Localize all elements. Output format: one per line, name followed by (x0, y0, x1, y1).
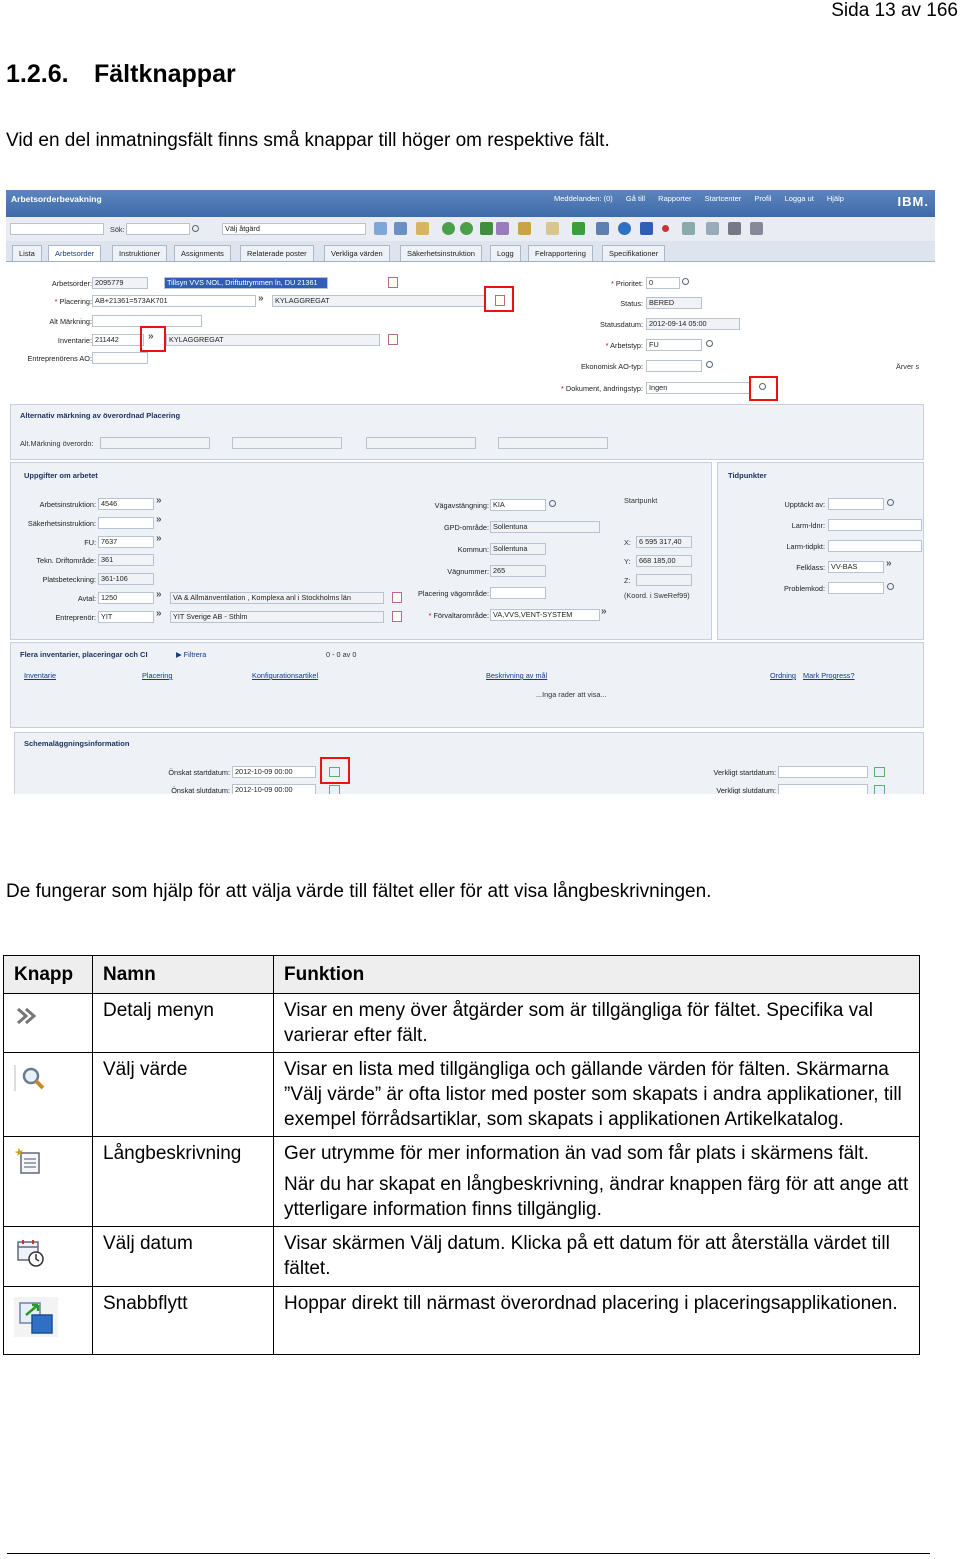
app-title: Arbetsorderbevakning (11, 194, 102, 204)
tidpunkter-title: Tidpunkter (728, 471, 767, 480)
route-icon[interactable] (518, 222, 531, 235)
field-arbetsinstruktion[interactable]: 4546 (98, 498, 154, 510)
long-description-icon (14, 1147, 44, 1177)
icon-cell (4, 1137, 93, 1227)
field-platsbeteckning[interactable]: 361-106 (98, 573, 154, 585)
tab-arbetsorder[interactable]: Arbetsorder (48, 245, 101, 261)
label-fu: FU: (84, 538, 96, 547)
alt-marking-title: Alternativ märkning av överordnad Placering (20, 411, 181, 420)
link-hjalp[interactable]: Hjälp (826, 194, 844, 203)
label-platsbeteckning: Platsbeteckning: (42, 575, 96, 584)
label-onskat-slut: Önskat slutdatum: (171, 786, 230, 794)
field-placering-desc[interactable]: KYLAGGREGAT (272, 295, 486, 307)
double-chevron-icon[interactable]: » (258, 293, 264, 304)
label-entreprenor: Entreprenör: (55, 613, 96, 622)
tab-sakerhetsinstruktion[interactable]: Säkerhetsinstruktion (400, 245, 482, 261)
label-onskat-start: Önskat startdatum: (168, 768, 230, 777)
label-dokument: * Dokument, ändringstyp: (561, 384, 643, 393)
field-status[interactable]: BERED (646, 297, 702, 309)
field-onskat-slut[interactable]: 2012-10-09 00:00 (232, 784, 316, 794)
save-icon[interactable] (394, 222, 407, 235)
label-placering: * Placering: (54, 297, 92, 306)
label-tekn-driftomrade: Tekn. Driftområde: (36, 556, 96, 565)
field-gpd-omrade[interactable]: Sollentuna (490, 521, 600, 533)
field-kommun[interactable]: Sollentuna (490, 543, 546, 555)
outro-paragraph: De fungerar som hjälp för att välja värde till fältet eller för att visa långbeskrivningen. (6, 881, 712, 902)
table-row (4, 1227, 920, 1287)
field-alt-overordn-4[interactable] (498, 437, 608, 449)
tab-verkliga-varden[interactable]: Verkliga värden (324, 245, 390, 261)
label-alt-markning-overordn: Alt.Märkning överordn: (20, 439, 94, 448)
field-alt-overordn-1[interactable] (100, 437, 210, 449)
calendar-icon[interactable] (874, 767, 885, 777)
button-reference-table (3, 955, 920, 1355)
magnifier-icon[interactable] (706, 340, 713, 347)
table-row (4, 1053, 920, 1137)
highlight-box (749, 376, 778, 401)
button-name: Välj värde (93, 1053, 274, 1137)
label-entreprenor-ao: Entreprenörens AO: (27, 354, 92, 363)
label-arbetsorder: Arbetsorder: (51, 279, 92, 288)
app-screenshot (6, 190, 935, 794)
field-fu[interactable]: 7637 (98, 536, 154, 548)
table-header-row (4, 956, 920, 994)
grid-icon[interactable] (596, 222, 609, 235)
field-entreprenor[interactable]: YIT (98, 611, 154, 623)
dot-icon[interactable] (662, 225, 669, 232)
query-select[interactable] (10, 223, 104, 235)
quick-move-icon (14, 1297, 58, 1337)
top-links (554, 194, 855, 203)
check-icon[interactable] (618, 222, 631, 235)
label-ekonomisk: Ekonomisk AO-typ: (580, 362, 643, 371)
col-placering[interactable]: Placering (142, 671, 173, 680)
highlight-box (484, 286, 514, 312)
label-problemkod: Problemkod: (784, 584, 825, 593)
field-sakerhetsinstruktion[interactable] (98, 517, 154, 529)
field-felklass[interactable]: VV-BAS (828, 561, 884, 573)
label-prioritet-text: Prioritet: (615, 279, 643, 288)
field-vagavstangning[interactable]: KIA (490, 499, 546, 511)
button-function (274, 994, 920, 1053)
function-text: Ger utrymme för mer information än vad som får plats i skärmens fält. (284, 1143, 869, 1164)
label-inventarie: Inventarie: (57, 336, 92, 345)
double-chevron-icon[interactable]: » (148, 331, 154, 342)
icon-cell (4, 1287, 93, 1355)
section-title: Fältknappar (94, 60, 236, 88)
label-placering-text: Placering: (59, 297, 92, 306)
col-inventarie[interactable]: Inventarie (24, 671, 57, 680)
icon-cell (4, 994, 93, 1053)
button-name: Detalj menyn (93, 994, 274, 1053)
filter-label: Filtrera (183, 650, 207, 659)
empty-message: ...Inga rader att visa... (536, 690, 607, 699)
field-arbetstyp[interactable]: FU (646, 339, 702, 351)
label-arbetsinstruktion: Arbetsinstruktion: (39, 500, 96, 509)
label-vagnummer: Vägnummer: (447, 567, 489, 576)
long-description-icon[interactable] (388, 334, 398, 345)
table-row (4, 1137, 920, 1227)
startpunkt-title: Startpunkt (624, 496, 658, 505)
button-function (274, 1287, 920, 1355)
field-onskat-start[interactable]: 2012-10-09 00:00 (232, 766, 316, 778)
magnifier-icon[interactable] (887, 583, 894, 590)
field-avtal-desc[interactable]: VA & Allmänventilation , Komplexa anl i Stockholms län (170, 592, 384, 604)
highlight-box (320, 757, 350, 784)
workflow-icon[interactable] (496, 222, 509, 235)
double-chevron-icon[interactable]: » (156, 608, 162, 619)
icon-cell (4, 1053, 93, 1137)
app-titlebar (6, 190, 935, 217)
function-text: Hoppar direkt till närmast överordnad placering i placeringsapplikationen. (284, 1293, 898, 1314)
tab-bar (6, 241, 935, 262)
double-chevron-icon[interactable]: » (156, 495, 162, 506)
filter-button[interactable]: ▶ Filtrera (176, 650, 207, 659)
col-mark-progress[interactable]: Mark Progress? (803, 671, 855, 680)
section-number: 1.2.6. (6, 60, 69, 88)
header-knapp: Knapp (4, 956, 93, 994)
label-dokument-text: Dokument, ändringstyp: (565, 384, 643, 393)
header-funktion: Funktion (274, 956, 920, 994)
label-vagavstangning: Vägavstängning: (434, 501, 489, 510)
search-icon[interactable] (192, 225, 199, 232)
double-chevron-icon[interactable]: » (156, 514, 162, 525)
field-z[interactable] (636, 574, 692, 586)
gear-icon[interactable] (682, 222, 695, 235)
field-tekn-driftomrade[interactable]: 361 (98, 554, 154, 566)
link-profil[interactable]: Profil (754, 194, 772, 203)
field-alt-overordn-2[interactable] (232, 437, 342, 449)
table-row (4, 1287, 920, 1355)
edit-icon[interactable] (416, 222, 429, 235)
tab-felrapportering[interactable]: Felrapportering (528, 245, 593, 261)
field-x[interactable]: 6 595 317,40 (636, 536, 692, 548)
magnifier-icon[interactable] (706, 361, 713, 368)
intro-paragraph: Vid en del inmatningsfält finns små knappar till höger om respektive fält. (6, 130, 610, 151)
icon-cell (4, 1227, 93, 1287)
field-placering[interactable]: AB+21361=573AK701 (92, 295, 256, 307)
field-problemkod[interactable] (828, 582, 884, 594)
print-options-icon[interactable] (750, 222, 763, 235)
schema-title: Schemaläggningsinformation (24, 739, 130, 748)
magnifier-icon[interactable] (887, 499, 894, 506)
close-icon[interactable] (640, 222, 653, 235)
field-inventarie[interactable]: 211442 (92, 334, 144, 346)
new-record-icon[interactable] (374, 222, 387, 235)
double-chevron-icon (14, 1004, 42, 1028)
button-name: Välj datum (93, 1227, 274, 1287)
col-ordning[interactable]: Ordning (770, 671, 796, 680)
field-statusdatum[interactable]: 2012-09-14 05:00 (646, 318, 740, 330)
long-description-icon[interactable] (392, 611, 402, 622)
field-entreprenor-desc[interactable]: YIT Sverige AB - Sthlm (170, 611, 384, 623)
field-dokument[interactable]: Ingen (646, 382, 750, 394)
double-chevron-icon[interactable]: » (156, 589, 162, 600)
label-alt-markning: Alt Märkning: (49, 317, 92, 326)
inventarier-title: Flera inventarier, placeringar och CI (20, 650, 148, 659)
magnifier-icon (14, 1063, 48, 1093)
uppgifter-title: Uppgifter om arbetet (24, 471, 98, 480)
tab-logg[interactable]: Logg (490, 245, 521, 261)
label-placering-vagomrade: Placering vägområde: (418, 589, 489, 598)
function-text: Visar skärmen Välj datum. Klicka på ett datum för att återställa värdet till fältet. (284, 1233, 890, 1279)
label-gpd-omrade: GPD-område: (443, 523, 489, 532)
header-namn: Namn (93, 956, 274, 994)
highlight-box (140, 326, 166, 352)
field-inventarie-desc[interactable]: KYLAGGREGAT (166, 334, 380, 346)
glasses-icon[interactable] (546, 222, 559, 235)
button-name: Långbeskrivning (93, 1137, 274, 1227)
label-status: Status: (620, 299, 643, 308)
link-ga-till[interactable]: Gå till (625, 194, 646, 203)
label-statusdatum: Statusdatum: (600, 320, 643, 329)
field-y[interactable]: 668 185,00 (636, 555, 692, 567)
label-arbetstyp-text: Arbetstyp: (610, 341, 643, 350)
label-forvaltaromrade-text: Förvaltarområde: (433, 611, 489, 620)
label-verkligt-start: Verkligt startdatum: (713, 768, 776, 777)
search-input[interactable] (126, 223, 190, 235)
field-arbetsorder-desc[interactable]: Tillsyn VVS NOL, Driftuttrymmen ln, DU 21361 (164, 277, 328, 289)
label-verkligt-slut: Verkligt slutdatum: (716, 786, 776, 794)
calendar-icon (14, 1237, 46, 1269)
button-function (274, 1053, 920, 1137)
field-upptackt-av[interactable] (828, 498, 884, 510)
label-forvaltaromrade: * Förvaltarområde: (428, 611, 489, 620)
field-alt-overordn-3[interactable] (366, 437, 476, 449)
field-arbetsorder[interactable]: 2095779 (92, 277, 148, 289)
link-logga-ut[interactable]: Logga ut (784, 194, 814, 203)
field-verkligt-start[interactable] (778, 766, 868, 778)
label-avtal: Avtal: (77, 594, 96, 603)
previous-icon[interactable] (442, 222, 455, 235)
footer-rule (7, 1553, 930, 1554)
label-z: Z: (624, 576, 631, 585)
document-icon[interactable] (706, 222, 719, 235)
field-verkligt-slut[interactable] (778, 784, 868, 794)
col-beskrivning[interactable]: Beskrivning av mål (486, 671, 548, 680)
back-icon[interactable] (480, 222, 493, 235)
print-icon[interactable] (728, 222, 741, 235)
field-larm-idnr[interactable] (828, 519, 922, 531)
tab-instruktioner[interactable]: Instruktioner (112, 245, 167, 261)
button-function (274, 1137, 920, 1227)
link-startcenter[interactable]: Startcenter (704, 194, 742, 203)
label-x: X: (624, 538, 631, 547)
approve-icon[interactable] (572, 222, 585, 235)
ibm-logo: IBM. (897, 194, 929, 209)
field-forvaltaromrade[interactable]: VA,VVS,VENT-SYSTEM (490, 609, 600, 621)
long-description-icon[interactable] (388, 277, 398, 288)
coord-note: (Koord. i SweRef99) (624, 591, 690, 600)
section-heading (6, 60, 236, 89)
magnifier-icon[interactable] (549, 500, 556, 507)
action-select[interactable]: Välj åtgärd (222, 223, 366, 235)
col-konfigurationsartikel[interactable]: Konfigurationsartikel (252, 671, 319, 680)
tab-lista[interactable]: Lista (12, 245, 42, 261)
link-meddelanden[interactable]: Meddelanden: (0) (554, 194, 613, 203)
field-vagnummer[interactable]: 265 (490, 565, 546, 577)
field-prioritet[interactable]: 0 (646, 277, 680, 289)
label-prioritet: * Prioritet: (610, 279, 643, 288)
tab-relaterade-poster[interactable]: Relaterade poster (240, 245, 314, 261)
label-arbetstyp: * Arbetstyp: (605, 341, 643, 350)
table-row (4, 994, 920, 1053)
double-chevron-icon[interactable]: » (156, 533, 162, 544)
field-entreprenor-ao[interactable] (92, 352, 148, 364)
function-text: Visar en meny över åtgärder som är tillgängliga för fältet. Specifika val varierar efter fält. (284, 1000, 873, 1046)
function-text: Visar en lista med tillgängliga och gällande värden för fälten. Skärmarna ”Välj värde” är ofta listor med poster som skapats i andra applikationer, till exempel förrådsartiklar, som skapats i applikationen Artikelkatalog. (284, 1059, 902, 1130)
pager: 0 - 0 av 0 (326, 650, 357, 659)
label-felklass: Felklass: (796, 563, 825, 572)
search-label: Sök: (110, 225, 125, 234)
label-larm-tidpkt: Larm-tidpkt: (786, 542, 825, 551)
button-name: Snabbflytt (93, 1287, 274, 1355)
label-sakerhetsinstruktion: Säkerhetsinstruktion: (27, 519, 96, 528)
function-text: När du har skapat en långbeskrivning, ändrar knappen färg för att ange att ytterligare information finns tillgänglig. (284, 1174, 909, 1220)
next-icon[interactable] (460, 222, 473, 235)
field-avtal[interactable]: 1250 (98, 592, 154, 604)
label-kommun: Kommun: (457, 545, 489, 554)
toolbar (6, 217, 935, 242)
tab-assignments[interactable]: Assignments (174, 245, 231, 261)
double-chevron-icon[interactable]: » (886, 558, 892, 569)
label-upptackt-av: Upptäckt av: (784, 500, 825, 509)
button-function (274, 1227, 920, 1287)
field-ekonomisk[interactable] (646, 360, 702, 372)
double-chevron-icon[interactable]: » (601, 606, 607, 617)
label-y: Y: (624, 557, 631, 566)
label-larm-idnr: Larm-ldnr: (791, 521, 825, 530)
long-description-icon[interactable] (392, 592, 402, 603)
magnifier-icon[interactable] (682, 278, 689, 285)
calendar-icon[interactable] (874, 785, 885, 794)
field-larm-tidpkt[interactable] (828, 540, 922, 552)
arver-label: Ärver s (896, 362, 920, 371)
calendar-icon[interactable] (329, 785, 340, 794)
page-number: Sida 13 av 166 (831, 0, 958, 21)
tab-specifikationer[interactable]: Specifikationer (602, 245, 665, 261)
link-rapporter[interactable]: Rapporter (658, 194, 692, 203)
field-placering-vagomrade[interactable] (490, 587, 546, 599)
